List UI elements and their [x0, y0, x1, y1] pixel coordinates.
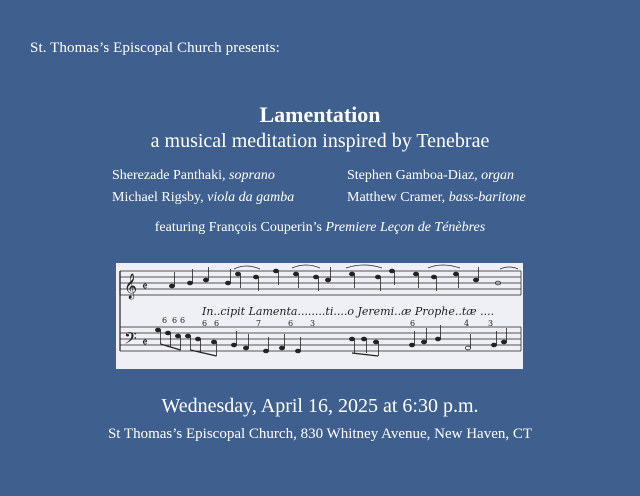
performer-role: bass-baritone: [448, 190, 526, 205]
featured-work-title: Premiere Leçon de Ténèbres: [325, 220, 486, 235]
event-venue: St Thomas’s Episcopal Church, 830 Whitney Avenue, New Haven, CT: [107, 426, 533, 442]
performer-name: Stephen Gamboa-Diaz,: [347, 168, 482, 183]
featured-work: [0, 220, 640, 236]
clefs: [124, 273, 148, 352]
score-notation: [116, 263, 523, 369]
score-lyrics: In..cipit Lamenta........ti....o Jeremi..æ Prophe..tæ ....: [202, 305, 495, 318]
figure: 3: [310, 319, 316, 328]
figure: 6: [180, 316, 186, 325]
figure: 6: [410, 319, 416, 328]
performer-name: Sherezade Panthaki,: [112, 168, 230, 183]
time-signature-lower: 𝄵: [142, 336, 148, 351]
performer-role: organ: [481, 168, 515, 183]
performer-name: Matthew Cramer,: [347, 190, 449, 205]
beams: [161, 344, 379, 356]
performer-soprano: [112, 168, 275, 184]
lower-notes: [155, 325, 506, 356]
music-score-image: [116, 263, 523, 369]
bass-clef-icon: 𝄢: [124, 328, 137, 352]
performer-name: Michael Rigsby,: [112, 190, 208, 205]
figure: 6: [288, 319, 294, 328]
performer-role: viola da gamba: [207, 190, 295, 205]
presenter-line: St. Thomas’s Episcopal Church presents:: [30, 40, 280, 56]
figure: 6: [214, 319, 220, 328]
performer-bass-baritone: [347, 190, 526, 206]
figure: 7: [256, 319, 262, 328]
figure: 6: [162, 316, 168, 325]
figure: 6: [202, 319, 208, 328]
performer-organ: [347, 168, 514, 184]
event-date: Wednesday, April 16, 2025 at 6:30 p.m.: [161, 395, 479, 417]
featuring-prefix: featuring François Couperin’s: [154, 220, 326, 235]
treble-clef-icon: 𝄞: [124, 274, 138, 299]
figure: 4: [464, 319, 470, 328]
performer-role: soprano: [229, 168, 275, 183]
figure: 3: [488, 319, 494, 328]
slurs: [234, 265, 518, 269]
performer-viola-da-gamba: [112, 190, 294, 206]
time-signature-upper: 𝄵: [142, 280, 148, 295]
upper-staff: [120, 271, 521, 295]
figure: 6: [172, 316, 178, 325]
event-subtitle: a musical meditation inspired by Tenebrae: [150, 130, 490, 152]
event-title: Lamentation: [259, 102, 381, 127]
upper-notes: [169, 267, 500, 291]
